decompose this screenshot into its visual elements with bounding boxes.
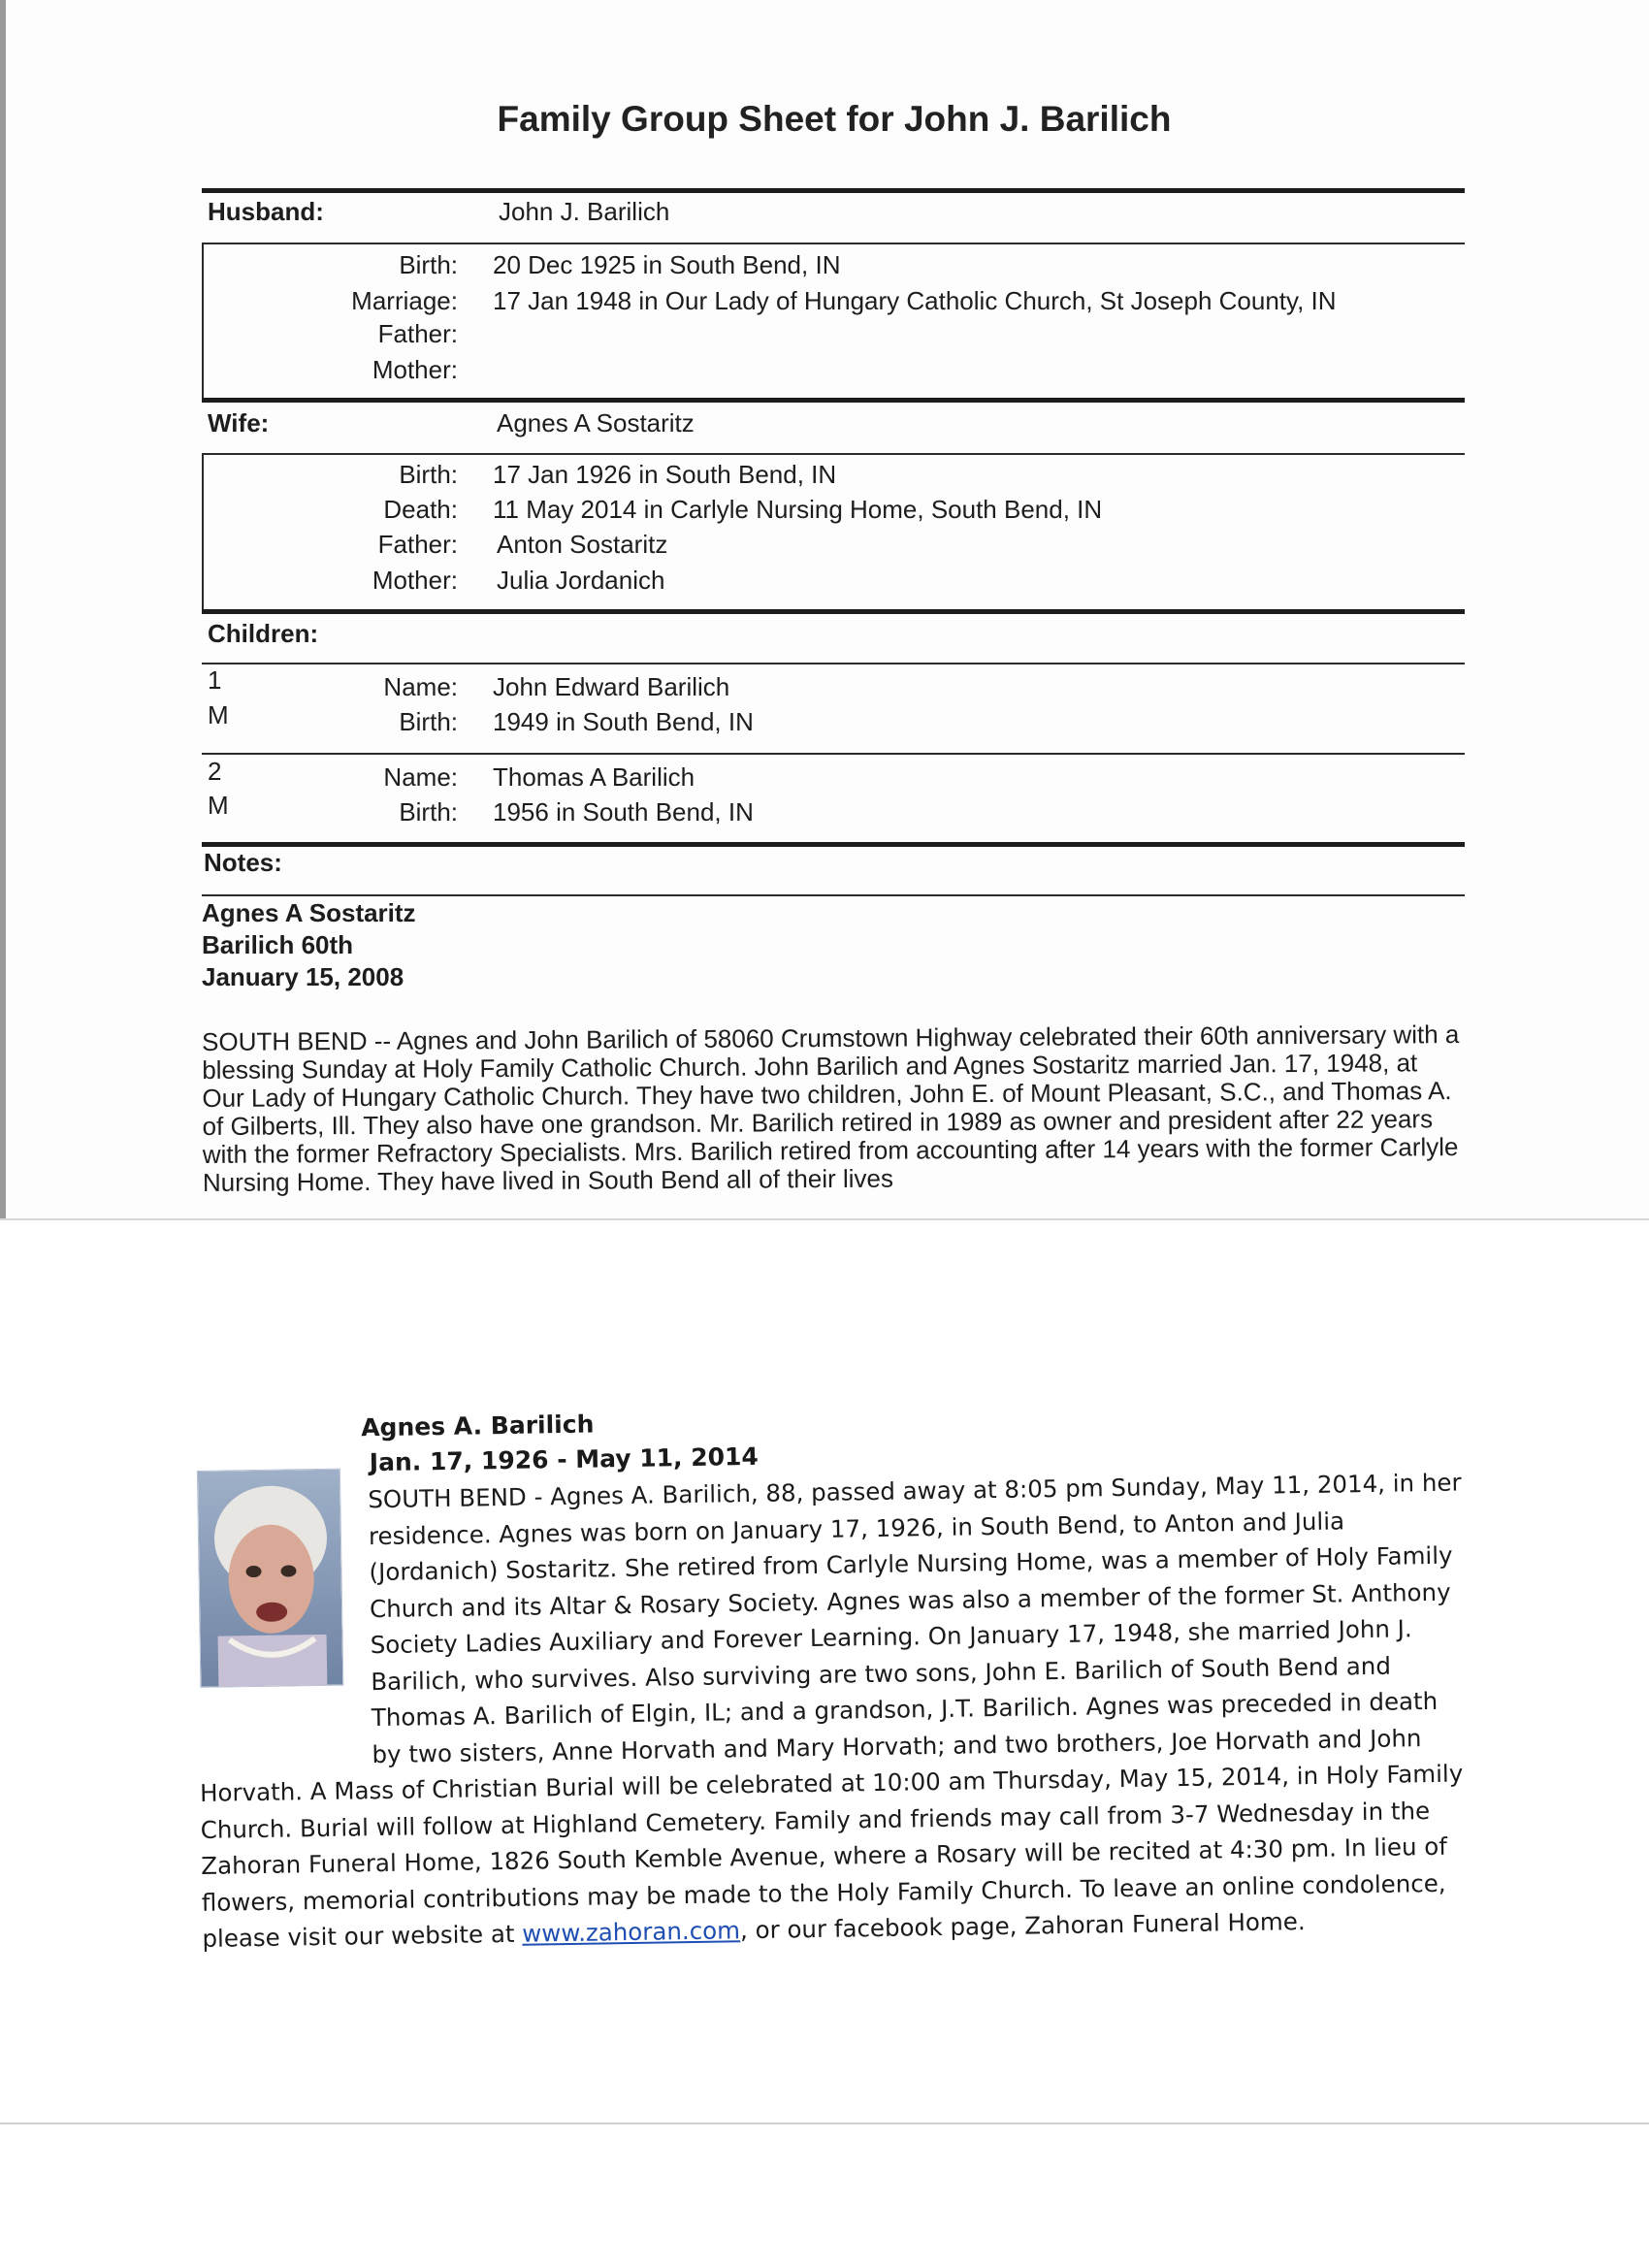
child-name-label: Name:	[383, 672, 458, 701]
husband-name: John J. Barilich	[499, 197, 670, 226]
section-rule	[202, 842, 1465, 847]
section-rule	[202, 663, 1465, 664]
child-sex: M	[208, 791, 229, 820]
husband-label: Husband:	[208, 197, 324, 226]
child-name-label: Name:	[383, 762, 458, 792]
section-rule	[202, 398, 1465, 403]
section-rule	[202, 243, 1465, 244]
wife-death-label: Death:	[383, 495, 458, 524]
photo-spacer	[195, 1481, 372, 1766]
husband-birth-value: 20 Dec 1925 in South Bend, IN	[493, 250, 841, 279]
husband-marriage-value: 17 Jan 1948 in Our Lady of Hungary Catholic Church, St Joseph County, IN	[493, 286, 1337, 315]
wife-father-label: Father:	[377, 530, 458, 559]
husband-marriage-label: Marriage:	[351, 286, 458, 315]
section-rule	[202, 609, 1465, 614]
page-title: Family Group Sheet for John J. Barilich	[497, 99, 1172, 139]
note-heading-event: Barilich 60th	[202, 930, 354, 959]
child-number: 1	[208, 665, 222, 695]
section-rule	[202, 894, 1465, 896]
section-rule	[202, 453, 1465, 455]
obituary-body-end: , or our facebook page, Zahoran Funeral Home.	[739, 1907, 1306, 1945]
wife-mother-value: Julia Jordanich	[497, 566, 665, 595]
husband-father-label: Father:	[377, 319, 458, 348]
scan-edge	[0, 2122, 1649, 2124]
child-birth: 1949 in South Bend, IN	[493, 707, 754, 736]
note-body: SOUTH BEND -- Agnes and John Barilich of 58060 Crumstown Highway celebrated their 60th anniversary with a blessing Sunday at Holy Family Catholic Church. John Barilich and Agnes Sostaritz married Jan. 17, 1948, at Our Lady of Hungary Catholic Church. They have two children, John E. of Mount Pleasant, S.C., and Thomas A. of Gilberts, Ill. They also have one grandson. Mr. Barilich retired in 1989 as owner and president after 22 years with the former Refractory Specialists. Mrs. Barilich retired from accounting after 14 years with the former Carlyle Nursing Home. They have lived in South Bend all of their lives	[201, 1020, 1460, 1197]
child-divider	[202, 753, 1465, 755]
child-name: Thomas A Barilich	[493, 762, 695, 792]
section-rule	[202, 188, 1465, 193]
child-birth: 1956 in South Bend, IN	[493, 797, 754, 826]
wife-death-value: 11 May 2014 in Carlyle Nursing Home, South Bend, IN	[493, 495, 1103, 524]
scan-margin	[0, 0, 6, 1218]
obituary-name: Agnes A. Barilich	[360, 1409, 595, 1442]
child-birth-label: Birth:	[399, 707, 458, 736]
wife-birth-value: 17 Jan 1926 in South Bend, IN	[493, 460, 837, 489]
child-birth-label: Birth:	[399, 797, 458, 826]
notes-label: Notes:	[204, 848, 282, 877]
obituary-dates: Jan. 17, 1926 - May 11, 2014	[369, 1442, 760, 1477]
wife-label: Wife:	[208, 408, 270, 437]
wife-birth-label: Birth:	[399, 460, 458, 489]
child-name: John Edward Barilich	[493, 672, 730, 701]
husband-birth-label: Birth:	[399, 250, 458, 279]
obituary-body: SOUTH BEND - Agnes A. Barilich, 88, passed away at 8:05 pm Sunday, May 11, 2014, in her residence. Agnes was born on January 17, 1926, in South Bend, to Anton and Julia (Jordanich) Sostaritz. She retired from Carlyle Nursing Home, was a member of Holy Family Church and its Altar & Rosary Society. Agnes was also a member of the former St. Anthony Society Ladies Auxiliary and Forever Learning. On January 17, 1948, she married John J. Barilich, who survives. Also surviving are two sons, John E. Barilich of South Bend and Thomas A. Barilich of Elgin, IL; and a grandson, J.T. Barilich. Agnes was preceded in death by two sisters, Anne Horvath and Mary Horvath; and two brothers, Joe Horvath and John Horvath. A Mass of Christian Burial will be celebrated at 10:00 am Thursday, May 15, 2014, in Holy Family Church. Burial will follow at Highland Cemetery. Family and friends may call from 3-7 Wednesday in the Zahoran Funeral Home, 1826 South Kemble Avenue, where a Rosary will be recited at 4:30 pm. In lieu of flowers, memorial contributions may be made to the Holy Family Church. To leave an online condolence, please visit our website at	[199, 1468, 1464, 1953]
note-heading-name: Agnes A Sostaritz	[202, 898, 416, 927]
wife-father-value: Anton Sostaritz	[497, 530, 668, 559]
obituary-text	[195, 1464, 1472, 1957]
note-heading-date: January 15, 2008	[202, 962, 404, 991]
wife-mother-label: Mother:	[372, 566, 458, 595]
husband-mother-label: Mother:	[372, 355, 458, 384]
funeral-home-link[interactable]: www.zahoran.com	[522, 1916, 741, 1948]
child-number: 2	[208, 757, 222, 786]
children-label: Children:	[208, 619, 319, 648]
child-sex: M	[208, 700, 229, 729]
wife-name: Agnes A Sostaritz	[497, 408, 695, 437]
